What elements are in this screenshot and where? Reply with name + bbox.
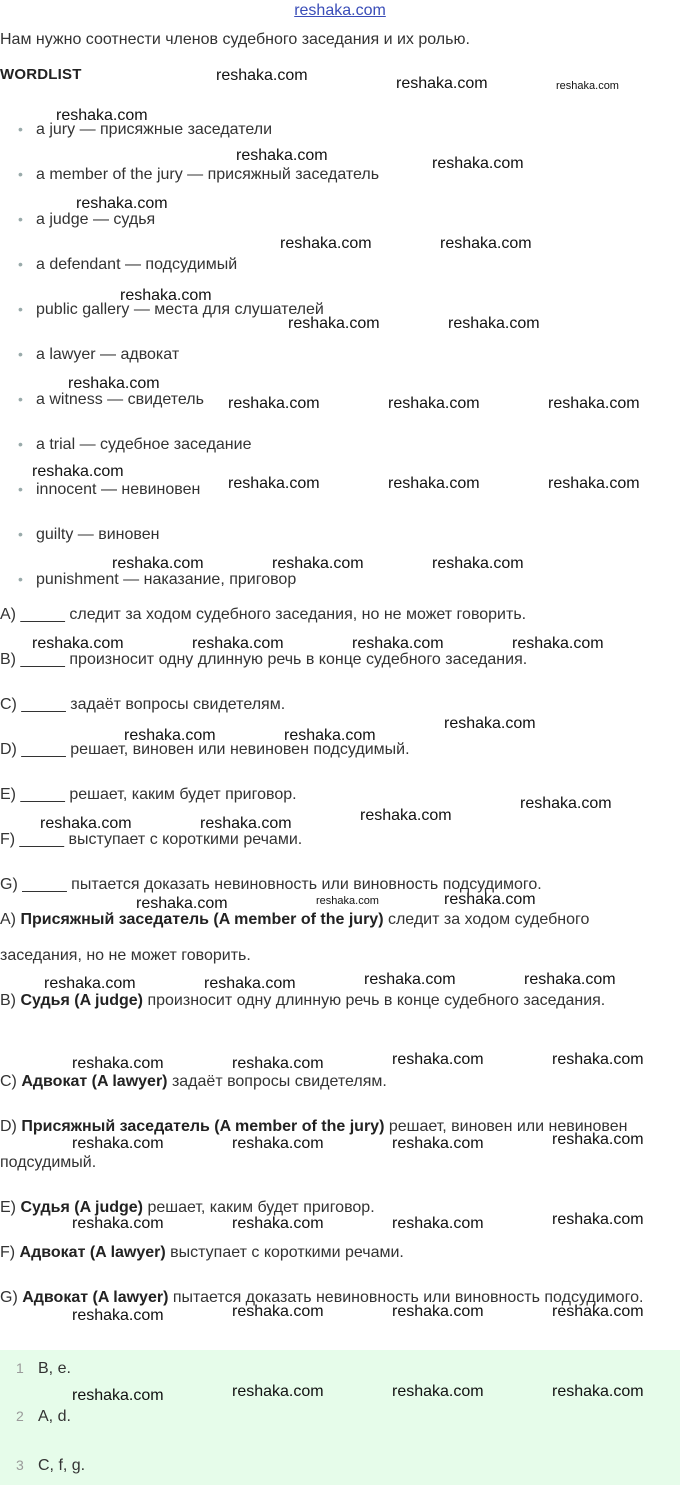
site-link[interactable]: reshaka.com bbox=[294, 2, 386, 19]
watermark-text: reshaka.com bbox=[316, 895, 379, 907]
wordlist-item: • a lawyer — адвокат bbox=[18, 346, 180, 363]
wordlist-item: • guilty — виновен bbox=[18, 526, 160, 543]
watermark-text: reshaka.com bbox=[232, 1215, 324, 1232]
watermark-text: reshaka.com bbox=[520, 795, 612, 812]
answer-line: C) Адвокат (A lawyer) задаёт вопросы свидетелям. bbox=[0, 1073, 387, 1090]
watermark-text: reshaka.com bbox=[72, 1055, 164, 1072]
watermark-text: reshaka.com bbox=[352, 635, 444, 652]
bullet-icon: • bbox=[18, 346, 23, 362]
watermark-text: reshaka.com bbox=[432, 555, 524, 572]
watermark-text: reshaka.com bbox=[228, 395, 320, 412]
watermark-text: reshaka.com bbox=[360, 807, 452, 824]
watermark-text: reshaka.com bbox=[236, 147, 328, 164]
bullet-icon: • bbox=[18, 571, 23, 587]
intro-text: Нам нужно соотнести членов судебного заседания и их ролью. bbox=[0, 31, 470, 48]
watermark-text: reshaka.com bbox=[216, 67, 308, 84]
watermark-text: reshaka.com bbox=[72, 1307, 164, 1324]
watermark-text: reshaka.com bbox=[284, 727, 376, 744]
answer-line: A) Присяжный заседатель (A member of the jury) следит за ходом судебного заседания, но не может говорить. bbox=[0, 911, 590, 964]
question-line: B) _____ произносит одну длинную речь в конце судебного заседания. bbox=[0, 651, 528, 668]
answer-option[interactable]: 1 B, e. bbox=[16, 1360, 71, 1377]
watermark-text: reshaka.com bbox=[200, 815, 292, 832]
bullet-icon: • bbox=[18, 481, 23, 497]
watermark-text: reshaka.com bbox=[388, 475, 480, 492]
bullet-icon: • bbox=[18, 391, 23, 407]
watermark-text: reshaka.com bbox=[444, 891, 536, 908]
watermark-text: reshaka.com bbox=[232, 1135, 324, 1152]
answer-role: Судья (A judge) bbox=[20, 992, 144, 1009]
watermark-text: reshaka.com bbox=[192, 635, 284, 652]
watermark-text: reshaka.com bbox=[32, 635, 124, 652]
watermark-text: reshaka.com bbox=[548, 475, 640, 492]
watermark-text: reshaka.com bbox=[32, 463, 124, 480]
watermark-text: reshaka.com bbox=[432, 155, 524, 172]
question-line: C) _____ задаёт вопросы свидетелям. bbox=[0, 696, 286, 713]
wordlist-item: • a defendant — подсудимый bbox=[18, 256, 238, 273]
answer-option[interactable]: 2 A, d. bbox=[16, 1408, 71, 1425]
watermark-text: reshaka.com bbox=[76, 195, 168, 212]
bullet-icon: • bbox=[18, 121, 23, 137]
watermark-text: reshaka.com bbox=[392, 1135, 484, 1152]
wordlist-item: • innocent — невиновен bbox=[18, 481, 201, 498]
watermark-text: reshaka.com bbox=[440, 235, 532, 252]
watermark-text: reshaka.com bbox=[552, 1383, 644, 1400]
wordlist-item: • a trial — судебное заседание bbox=[18, 436, 252, 453]
watermark-text: reshaka.com bbox=[444, 715, 536, 732]
watermark-text: reshaka.com bbox=[232, 1055, 324, 1072]
watermark-text: reshaka.com bbox=[392, 1051, 484, 1068]
watermark-text: reshaka.com bbox=[548, 395, 640, 412]
bullet-icon: • bbox=[18, 301, 23, 317]
watermark-text: reshaka.com bbox=[56, 107, 148, 124]
watermark-text: reshaka.com bbox=[448, 315, 540, 332]
answer-options-box bbox=[0, 1350, 680, 1485]
watermark-text: reshaka.com bbox=[512, 635, 604, 652]
answer-role: Адвокат (A lawyer) bbox=[19, 1244, 166, 1261]
question-line: E) _____ решает, каким будет приговор. bbox=[0, 786, 297, 803]
answer-role: Судья (A judge) bbox=[20, 1199, 144, 1216]
watermark-text: reshaka.com bbox=[396, 75, 488, 92]
watermark-text: reshaka.com bbox=[228, 475, 320, 492]
watermark-text: reshaka.com bbox=[72, 1135, 164, 1152]
answer-role: Присяжный заседатель (A member of the jury) bbox=[21, 1118, 385, 1135]
question-line: F) _____ выступает с короткими речами. bbox=[0, 831, 303, 848]
wordlist-item: • a judge — судья bbox=[18, 211, 156, 228]
answer-line: D) Присяжный заседатель (A member of the jury) решает, виновен или невиновен подсудимый. bbox=[0, 1118, 628, 1171]
wordlist-item: • public gallery — места для слушателей bbox=[18, 301, 324, 318]
wordlist-item: • punishment — наказание, приговор bbox=[18, 571, 297, 588]
wordlist-item: • a member of the jury — присяжный заседатель bbox=[18, 166, 380, 183]
answer-line: E) Судья (A judge) решает, каким будет приговор. bbox=[0, 1199, 375, 1216]
answer-role: Адвокат (A lawyer) bbox=[21, 1073, 168, 1090]
watermark-text: reshaka.com bbox=[72, 1215, 164, 1232]
bullet-icon: • bbox=[18, 256, 23, 272]
watermark-text: reshaka.com bbox=[280, 235, 372, 252]
watermark-text: reshaka.com bbox=[272, 555, 364, 572]
watermark-text: reshaka.com bbox=[204, 975, 296, 992]
answer-line: F) Адвокат (A lawyer) выступает с короткими речами. bbox=[0, 1244, 404, 1261]
watermark-text: reshaka.com bbox=[232, 1303, 324, 1320]
wordlist-item: • a jury — присяжные заседатели bbox=[18, 121, 273, 138]
watermark-text: reshaka.com bbox=[392, 1215, 484, 1232]
bullet-icon: • bbox=[18, 526, 23, 542]
wordlist-item: • a witness — свидетель bbox=[18, 391, 204, 408]
watermark-text: reshaka.com bbox=[388, 395, 480, 412]
bullet-icon: • bbox=[18, 166, 23, 182]
watermark-text: reshaka.com bbox=[44, 975, 136, 992]
question-line: G) _____ пытается доказать невиновность или виновность подсудимого. bbox=[0, 876, 542, 893]
watermark-text: reshaka.com bbox=[552, 1211, 644, 1228]
watermark-text: reshaka.com bbox=[40, 815, 132, 832]
watermark-text: reshaka.com bbox=[72, 1387, 164, 1404]
answer-role: Адвокат (A lawyer) bbox=[22, 1289, 169, 1306]
watermark-text: reshaka.com bbox=[556, 80, 619, 92]
watermark-text: reshaka.com bbox=[232, 1383, 324, 1400]
watermark-text: reshaka.com bbox=[120, 287, 212, 304]
watermark-text: reshaka.com bbox=[524, 971, 616, 988]
answer-line: G) Адвокат (A lawyer) пытается доказать невиновность или виновность подсудимого. bbox=[0, 1289, 644, 1306]
wordlist-heading: WORDLIST bbox=[0, 66, 82, 83]
watermark-text: reshaka.com bbox=[364, 971, 456, 988]
watermark-text: reshaka.com bbox=[552, 1303, 644, 1320]
bullet-icon: • bbox=[18, 211, 23, 227]
watermark-text: reshaka.com bbox=[112, 555, 204, 572]
watermark-text: reshaka.com bbox=[392, 1383, 484, 1400]
watermark-text: reshaka.com bbox=[552, 1051, 644, 1068]
answer-line: B) Судья (A judge) произносит одну длинную речь в конце судебного заседания. bbox=[0, 992, 606, 1009]
answer-option[interactable]: 3 C, f, g. bbox=[16, 1457, 86, 1474]
question-line: A) _____ следит за ходом судебного заседания, но не может говорить. bbox=[0, 606, 527, 623]
watermark-text: reshaka.com bbox=[392, 1303, 484, 1320]
watermark-text: reshaka.com bbox=[552, 1131, 644, 1148]
watermark-text: reshaka.com bbox=[136, 895, 228, 912]
watermark-text: reshaka.com bbox=[68, 375, 160, 392]
watermark-text: reshaka.com bbox=[288, 315, 380, 332]
question-line: D) _____ решает, виновен или невиновен подсудимый. bbox=[0, 741, 410, 758]
answer-role: Присяжный заседатель (A member of the jury) bbox=[20, 911, 384, 928]
watermark-text: reshaka.com bbox=[124, 727, 216, 744]
bullet-icon: • bbox=[18, 436, 23, 452]
